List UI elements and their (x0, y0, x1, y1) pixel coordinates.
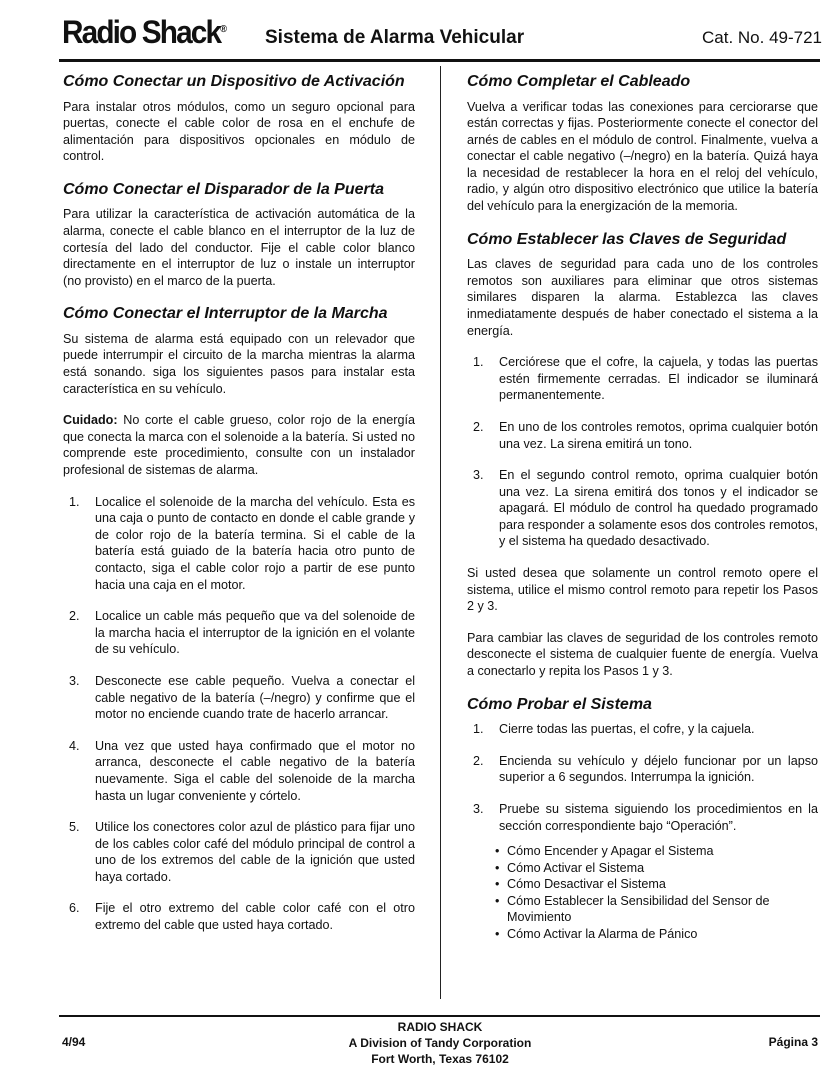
bullet-item: • Cómo Establecer la Sensibilidad del Sensor de Movimiento (493, 893, 818, 926)
caution-text: No corte el cable grueso, color rojo de la energía que conecta la marca con el solenoide a la batería. Si usted no comprende este procedimiento, consulte con un instalador profesional de sistemas de alarma. (63, 413, 415, 477)
left-column (63, 72, 415, 949)
footer-rule (59, 1015, 820, 1017)
page-number: Página 3 (768, 1035, 818, 1049)
radio-shack-logo: Radio Shack® (62, 14, 226, 50)
footer-company-address: Fort Worth, Texas 76102 (371, 1052, 509, 1066)
operation-bullets-list (467, 843, 818, 943)
list-item: 2. Localice un cable más pequeño que va del solenoide de la marcha hacia el interruptor de la ignición en el volante de su vehículo. (69, 609, 415, 657)
bullet-item: • Cómo Desactivar el Sistema (493, 876, 818, 893)
paragraph: Si usted desea que solamente un control remoto opere el sistema, utilice el mismo control remoto para repetir los Pasos 2 y 3. (467, 566, 818, 614)
paragraph: Para cambiar las claves de seguridad de los controles remoto desconecte el sistema de cualquier fuente de energía. Vuelva a conectarlo y repita los Pasos 1 y 3. (467, 630, 818, 679)
paragraph: Para utilizar la característica de activación automática de la alarma, conecte el cable blanco en el interruptor de la luz de cortesía del lado del conductor. Fije el cable color blanco directamente en el interruptor de luz o instale un interruptor (no provisto) en el marco de la puerta. (63, 207, 415, 288)
bullet-item: • Cómo Activar la Alarma de Pánico (493, 926, 818, 943)
security-steps-list (467, 354, 818, 550)
caution-paragraph (63, 412, 415, 478)
bullet-item: • Cómo Activar el Sistema (493, 860, 818, 877)
list-item: 2. Encienda su vehículo y déjelo funcionar por un lapso superior a 6 segundos. Interrumpa la ignición. (473, 753, 818, 785)
footer-company (300, 1019, 580, 1067)
paragraph: Su sistema de alarma está equipado con un relevador que puede interrumpir el circuito de la marcha mientras la alarma está sonando. siga los siguientes pasos para instalar esta característica en su vehículo. (63, 331, 415, 396)
footer-company-name: RADIO SHACK (397, 1020, 483, 1034)
list-item: 1. Cerciórese que el cofre, la cajuela, y todas las puertas estén firmemente cerradas. El indicador se iluminará permanentemente. (473, 355, 818, 403)
section-title-complete-wiring: Cómo Completar el Cableado (467, 73, 691, 90)
footer-date: 4/94 (62, 1035, 86, 1049)
section-title-activation-device: Cómo Conectar un Dispositivo de Activación (63, 73, 405, 90)
list-item: 3. Pruebe su sistema siguiendo los procedimientos en la sección correspondiente bajo “Operación”. (473, 801, 818, 833)
page-header (62, 12, 822, 52)
paragraph: Las claves de seguridad para cada uno de los controles remotos son auxiliares para eliminar que otros sistemas similares disparen la alarma. Establezca las claves inmediatamente después de haber conectado el sistema a la energía. (467, 257, 818, 338)
caution-label: Cuidado: (63, 413, 118, 428)
section-title-door-trigger: Cómo Conectar el Disparador de la Puerta (63, 180, 384, 198)
list-item: 1. Localice el solenoide de la marcha del vehículo. Esta es una caja o punto de contacto en donde el cable grande y de color rojo de la batería termina. Si el cable de la batería está guiado de la batería hacia otro punto de contacto, siga el cable color rojo a partir de ese punto hacia una caja en el motor. (69, 494, 415, 592)
registered-mark: ® (220, 24, 226, 35)
starter-steps-list (63, 494, 415, 934)
list-item: 6. Fije el otro extremo del cable color café con el otro extremo del cable que usted haya cortado. (69, 901, 415, 933)
paragraph: Vuelva a verificar todas las conexiones para cerciorarse que están correctas y fijas. Posteriormente conecte el conector del arnés de cables en el módulo de control. Finalmente, vuelva a conectar el cable negativo (–/negro) en la batería. Quizá haya la necesidad de restablecer la hora en el reloj del vehículo, radio, y algún otro dispositivo electrónico que utilice la batería del vehículo para la energización de la memoria. (467, 99, 818, 214)
bullet-item: • Cómo Encender y Apagar el Sistema (493, 843, 818, 860)
paragraph: Para instalar otros módulos, como un seguro opcional para puertas, conecte el cable color de rosa en el enchufe de alimentación para dispositivos opcionales en módulo de control. (63, 99, 415, 164)
section-title-starter-interrupt: Cómo Conectar el Interruptor de la Marcha (63, 305, 388, 323)
list-item: 1. Cierre todas las puertas, el cofre, y la cajuela. (473, 722, 755, 737)
list-item: 3. En el segundo control remoto, oprima cualquier botón una vez. La sirena emitirá dos tonos y el indicador se apagará. El módulo de control ha quedado programado para responder a solamente esos dos controles remotos, y el sistema ha quedado desactivado. (473, 468, 818, 549)
footer-company-division: A Division of Tandy Corporation (348, 1036, 532, 1050)
document-subtitle: Sistema de Alarma Vehicular (265, 27, 525, 48)
header-rule (59, 59, 820, 62)
section-title-security-codes: Cómo Establecer las Claves de Seguridad (467, 230, 787, 248)
list-item: 3. Desconecte ese cable pequeño. Vuelva a conectar el cable negativo de la batería (–/negro) y confirme que el motor no enciende cuando trate de hacerlo arrancar. (69, 673, 415, 722)
list-item: 4. Una vez que usted haya confirmado que el motor no arranca, desconecte el cable negativo de la batería nuevamente. Siga el cable del solenoide de la marcha hasta un lugar conveniente y córtelo. (69, 738, 415, 803)
list-item: 2. En uno de los controles remotos, oprima cualquier botón una vez. La sirena emitirá un tono. (473, 419, 818, 451)
catalog-number: Cat. No. 49-721 (701, 28, 822, 47)
test-steps-list (467, 721, 818, 834)
section-title-test-system: Cómo Probar el Sistema (467, 695, 652, 713)
list-item: 5. Utilice los conectores color azul de plástico para fijar uno de los cables color café del módulo principal de control a uno de los extremos del cable de la ignición que usted haya cortado. (69, 820, 415, 884)
right-column (467, 72, 818, 943)
column-divider (440, 66, 441, 999)
